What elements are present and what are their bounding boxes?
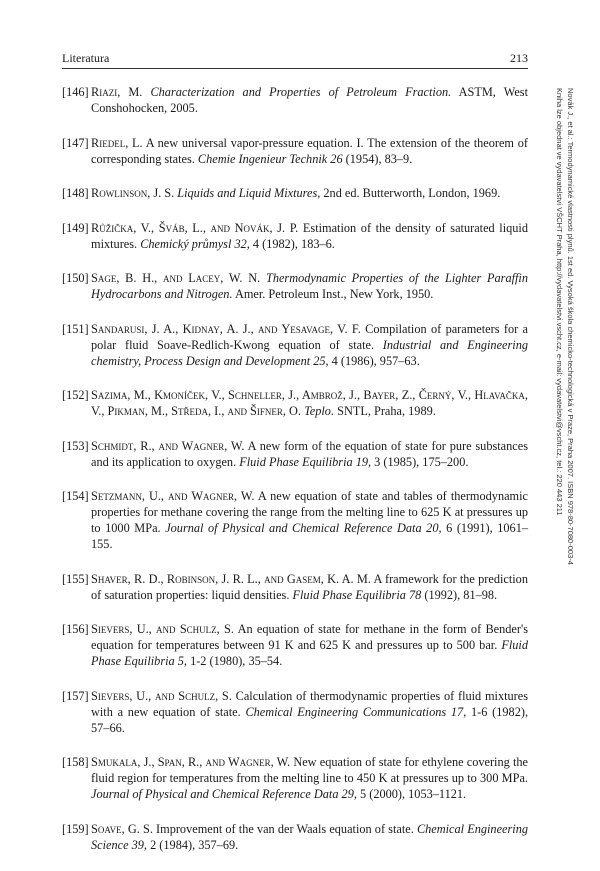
reference-details: 5 (2000), 1053–1121. xyxy=(360,787,467,801)
reference-number: [149] xyxy=(62,220,89,235)
reference-details: 6 (1991), 1061–155. xyxy=(91,521,529,551)
reference-journal: Journal of Physical and Chemical Reference Data 20, xyxy=(165,521,442,535)
reference-details: 2 (1984), 357–69. xyxy=(150,837,239,852)
reference-text: A new form of the equation of state for pure substances and its application to oxygen. xyxy=(91,438,528,469)
reference-text: Calculation of thermodynamic properties of fluid mixtures with a new equation of state. xyxy=(91,688,529,719)
reference-journal: Fluid Phase Equilibria 78 xyxy=(292,587,422,602)
reference-journal: Chemical Engineering Communications 17, xyxy=(245,704,467,719)
reference-journal: Chemický průmysl 32, xyxy=(140,236,250,251)
reference-149 xyxy=(62,220,528,252)
reference-authors: Sazima, M., Kmoníček, V., Schneller, J., Ambrož, J., Bayer, Z., Černý, V., Hlavačka, V., Pikman, M., Středa, I., and Šifner, O. xyxy=(91,388,528,418)
header-rule xyxy=(62,68,528,69)
side-note-line-1: Novák J., et al.: Termodynamické vlastnosti plynů. 1st ed. Vysoká škola chemicko-technologická v Praze, Praha 2007. ISBN 978-80-7080-003-4 xyxy=(566,88,575,565)
reference-text: An equation of state for methane in the form of Bender's equation for temperatures between 91 K and 625 K and pressures up to 500 bar. xyxy=(91,622,528,652)
reference-authors: Sandarusi, J. A., Kidnay, A. J., and Yesavage, V. F. xyxy=(91,321,361,336)
reference-details: (1992), 81–98. xyxy=(424,587,498,602)
reference-text: Compilation of parameters for a polar fluid Soave-Redlich-Kwong equation of state. xyxy=(91,321,528,352)
side-note-line-2: Kniha lze objednat ve vydavatelství VŠCHT Praha, http://vydavatelstvi.vscht.cz, e-mail: vydavatelstvi@vscht.cz, tel.: 220 443 211 xyxy=(555,88,564,516)
reference-authors: Schmidt, R., and Wagner, W. xyxy=(91,438,245,453)
reference-146 xyxy=(62,84,528,116)
reference-number: [156] xyxy=(62,622,89,636)
section-title: Literatura xyxy=(62,51,110,65)
reference-details: SNTL, Praha, 1989. xyxy=(337,404,436,418)
reference-journal: Chemical Engineering Science 39, xyxy=(91,821,528,852)
reference-authors: Rowlinson, J. S. xyxy=(91,186,175,200)
reference-authors: Setzmann, U., and Wagner, W. xyxy=(91,489,255,503)
reference-number: [153] xyxy=(62,438,89,453)
reference-148 xyxy=(62,185,528,201)
reference-152 xyxy=(62,387,528,419)
reference-number: [146] xyxy=(62,85,89,99)
reference-number: [154] xyxy=(62,489,89,503)
reference-151 xyxy=(62,321,528,369)
reference-list xyxy=(62,84,528,871)
reference-journal: Industrial and Engineering chemistry, Process Design and Development 25, xyxy=(91,337,528,368)
reference-authors: Sage, B. H., and Lacey, W. N. xyxy=(91,271,261,285)
reference-details: (1954), 83–9. xyxy=(345,151,413,166)
reference-150 xyxy=(62,270,528,302)
reference-title: Thermodynamic Properties of the Lighter Paraffin Hydrocarbons and Nitrogen. xyxy=(91,271,528,301)
reference-158 xyxy=(62,754,528,802)
reference-text: A framework for the prediction of saturation properties: liquid densities. xyxy=(91,571,528,602)
reference-authors: Shaver, R. D., Robinson, J. R. L., and Gasem, K. A. M. xyxy=(91,571,371,586)
reference-title: Liquids and Liquid Mixtures, xyxy=(177,186,321,200)
reference-journal: Fluid Phase Equilibria 5, xyxy=(91,638,528,668)
reference-159 xyxy=(62,821,528,853)
reference-authors: Růžička, V., Šváb, L., and Novák, J. P. xyxy=(91,220,299,235)
reference-text: Estimation of the density of saturated liquid mixtures. xyxy=(91,220,528,251)
reference-title: Teplo. xyxy=(304,404,335,418)
reference-number: [150] xyxy=(62,271,89,285)
reference-authors: Sievers, U., and Schulz, S. xyxy=(91,688,232,703)
reference-journal: Chemie Ingenieur Technik 26 xyxy=(197,151,343,166)
reference-details: Amer. Petroleum Inst., New York, 1950. xyxy=(234,287,434,301)
reference-details: 1-6 (1982), 57–66. xyxy=(91,704,529,735)
reference-authors: Riazi, M. xyxy=(91,85,143,99)
reference-details: 4 (1982), 183–6. xyxy=(252,236,335,251)
reference-details: ASTM, West Conshohocken, 2005. xyxy=(91,85,528,115)
reference-title: Characterization and Properties of Petroleum Fraction. xyxy=(150,85,452,99)
reference-number: [157] xyxy=(62,688,89,703)
reference-147 xyxy=(62,135,528,167)
reference-details: 1-2 (1980), 35–54. xyxy=(190,654,283,668)
reference-details: 4 (1986), 957–63. xyxy=(331,353,420,368)
reference-text: A new equation of state and tables of thermodynamic properties for methane covering the range from the melting line to 625 K at pressures up to 1000 MPa. xyxy=(91,489,528,535)
reference-text: A new universal vapor-pressure equation. I. The extension of the theorem of corresponding states. xyxy=(91,135,528,166)
reference-journal: Journal of Physical and Chemical Reference Data 29, xyxy=(91,787,357,801)
reference-153 xyxy=(62,438,528,470)
reference-details: 2nd ed. Butterworth, London, 1969. xyxy=(323,186,501,200)
reference-number: [151] xyxy=(62,321,89,336)
reference-155 xyxy=(62,571,528,603)
reference-details: 3 (1985), 175–200. xyxy=(374,454,469,469)
running-header xyxy=(62,51,528,67)
reference-text: Improvement of the van der Waals equation of state. xyxy=(156,821,414,836)
reference-authors: Smukala, J., Span, R., and Wagner, W. xyxy=(91,755,291,769)
reference-number: [155] xyxy=(62,571,89,586)
page-number: 213 xyxy=(510,51,528,65)
reference-authors: Soave, G. S. xyxy=(91,821,153,836)
reference-157 xyxy=(62,688,528,736)
reference-number: [147] xyxy=(62,135,89,150)
reference-number: [152] xyxy=(62,388,89,402)
reference-authors: Sievers, U., and Schulz, S. xyxy=(91,622,234,636)
reference-text: New equation of state for ethylene covering the fluid region for temperatures from the melting line to 450 K at pressures up to 300 MPa. xyxy=(91,755,528,785)
reference-authors: Riedel, L. xyxy=(91,135,143,150)
reference-number: [158] xyxy=(62,755,89,769)
reference-154 xyxy=(62,488,528,552)
reference-journal: Fluid Phase Equilibria 19, xyxy=(239,454,372,469)
reference-number: [148] xyxy=(62,186,89,200)
reference-number: [159] xyxy=(62,821,89,836)
reference-156 xyxy=(62,621,528,669)
